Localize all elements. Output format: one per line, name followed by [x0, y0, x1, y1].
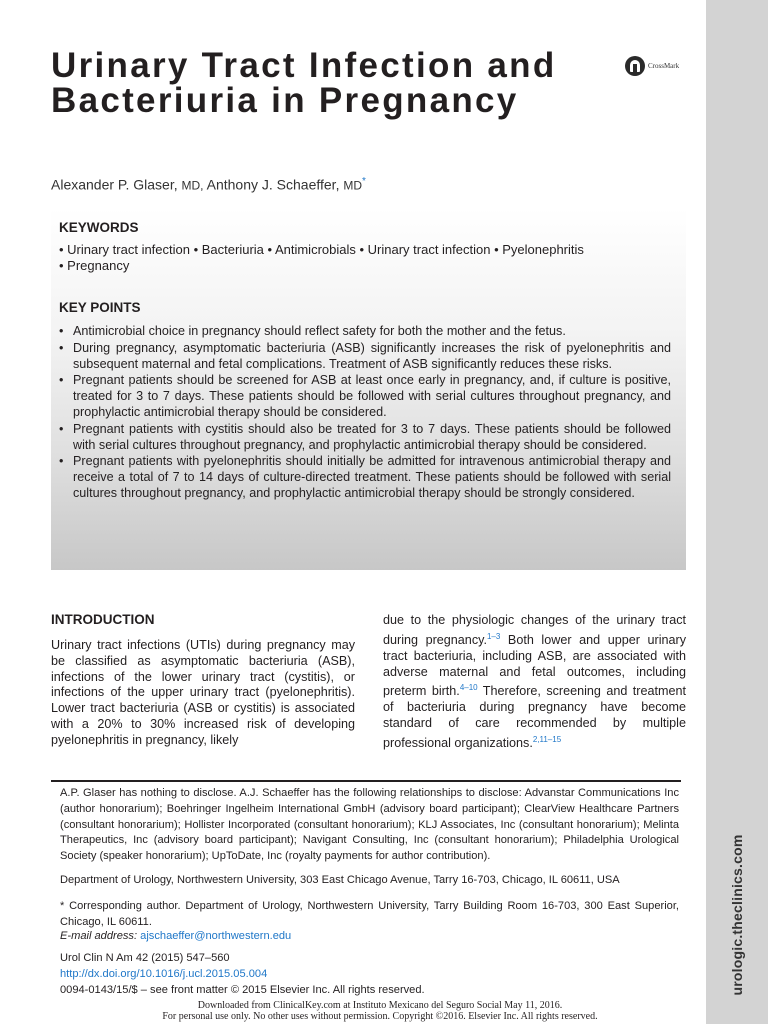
download-notice-line-2: For personal use only. No other uses without permission. Copyright ©2016. Elsevier Inc. All rights reserved. [162, 1011, 598, 1022]
disclosure-footnote: A.P. Glaser has nothing to disclose. A.J. Schaeffer has the following relationships to disclose: Advanstar Communications Inc (author honorarium); Boehringer Ingelheim International GmbH (advisory board participant); ClearView Healthcare Partners (consultant honorarium); Hollister Incorporated (consultant honorarium); KLJ Associates, Inc (consultant honorarium); Melinta Therapeutics, Inc (advisory board participant); Navigant Consulting, Inc (consultant honorarium); Philadelphia Urological Society (speaker honorarium); UpToDate, Inc (royalty payments for author contribution). [60, 787, 679, 863]
footnote-divider [51, 780, 681, 782]
download-notice-line-1: Downloaded from ClinicalKey.com at Instituto Mexicano del Seguro Social May 11, 2016. [197, 1000, 563, 1011]
keywords-heading: KEYWORDS [59, 220, 139, 235]
author-1-degree: MD, [181, 178, 204, 193]
doi-link[interactable]: http://dx.doi.org/10.1016/j.ucl.2015.05.004 [60, 968, 268, 980]
journal-citation: Urol Clin N Am 42 (2015) 547–560 [60, 952, 230, 964]
key-points-list [59, 324, 671, 503]
introduction-heading: INTRODUCTION [51, 612, 155, 627]
keywords-line-1: • Urinary tract infection • Bacteriuria • Antimicrobials • Urinary tract infection • Pyelonephritis [59, 242, 584, 257]
department-footnote: Department of Urology, Northwestern University, 303 East Chicago Avenue, Tarry 16-703, Chicago, IL 60611, USA [60, 874, 620, 886]
corresponding-author-marker[interactable]: * [362, 176, 366, 187]
introduction-right-column [383, 613, 686, 752]
key-point-item: • Antimicrobial choice in pregnancy should reflect safety for both the mother and the fetus. [59, 324, 671, 340]
reference-link[interactable]: 2,11–15 [532, 734, 562, 744]
intro-right-text-1: due to the physiologic changes of the urinary tract during pregnancy. [383, 613, 686, 647]
email-link[interactable]: ajschaeffer@northwestern.edu [140, 930, 292, 942]
corresponding-author-footnote: * Corresponding author. Department of Urology, Northwestern University, Tarry Building Room 16-703, 300 East Superior, Chicago, IL 60611. [60, 900, 679, 928]
journal-url[interactable]: urologic.theclinics.com [729, 834, 745, 996]
intro-right-text-2: Both lower and upper urinary tract bacteriuria, including ASB, are associated with adverse maternal and fetal outcomes, including preterm birth. [383, 632, 686, 699]
issn-line: 0094-0143/15/$ – see front matter © 2015 Elsevier Inc. All rights reserved. [60, 984, 425, 996]
reference-link[interactable]: 1–3 [486, 631, 501, 641]
key-point-item: • Pregnant patients with cystitis should also be treated for 3 to 7 days. These patients should be followed with serial cultures throughout pregnancy, and prophylactic antimicrobial therapy should be considered. [59, 422, 671, 454]
keywords-line-2: • Pregnancy [59, 258, 130, 273]
email-label: E-mail address: [60, 930, 138, 942]
email-line [60, 929, 679, 945]
crossmark-icon [625, 56, 645, 76]
crossmark-label: CrossMark [648, 62, 680, 70]
author-1: Alexander P. Glaser, [51, 176, 178, 193]
author-2: Anthony J. Schaeffer, [206, 176, 340, 193]
author-line [51, 176, 366, 193]
author-2-degree: MD [343, 178, 363, 193]
key-point-item: • Pregnant patients with pyelonephritis should initially be admitted for intravenous antimicrobial therapy and receive a total of 7 to 14 days of culture-directed treatment. These patients should be followed with serial cultures throughout pregnancy, and prophylactic antimicrobial therapy should be strongly considered. [59, 454, 671, 501]
reference-link[interactable]: 4–10 [459, 683, 478, 693]
intro-right-text-3: Therefore, screening and treatment of bacteriuria during pregnancy have become standard of care recommended by multiple professional organizations. [383, 684, 686, 751]
key-points-heading: KEY POINTS [59, 300, 141, 315]
introduction-left-column: Urinary tract infections (UTIs) during pregnancy may be classified as asymptomatic bacteriuria (ASB), infections of the lower urinary tract (cystitis), or infections of the upper urinary tract (pyelonephritis). Lower tract bacteriuria (ASB or cystitis) is associated with a 20% to 30% increased risk of developing pyelonephritis in pregnancy, likely [51, 638, 355, 747]
crossmark-badge[interactable] [625, 56, 679, 76]
key-point-item: • During pregnancy, asymptomatic bacteriuria (ASB) significantly increases the risk of pyelonephritis and subsequent maternal and fetal complications. Treatment of ASB significantly reduces these risks. [59, 341, 671, 373]
article-title: Urinary Tract Infection and Bacteriuria in Pregnancy [51, 46, 557, 120]
key-point-item: • Pregnant patients should be screened for ASB at least once early in pregnancy, and, if culture is positive, treated for 3 to 7 days. These patients should be followed with serial cultures throughout pregnancy, and prophylactic antimicrobial therapy should be considered. [59, 373, 671, 420]
